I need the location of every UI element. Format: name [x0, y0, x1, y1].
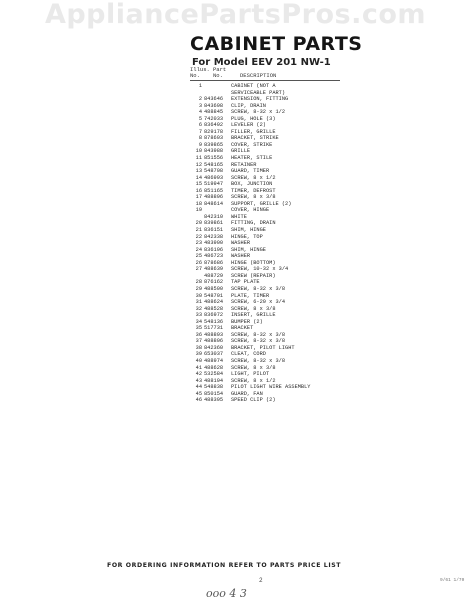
- item-number: 38: [195, 344, 202, 351]
- part-number: 486723: [204, 253, 224, 260]
- part-description: GRILLE: [231, 148, 251, 155]
- part-number: 548838: [204, 384, 224, 391]
- part-number: 848614: [204, 200, 224, 207]
- part-description: FILLER, GRILLE: [231, 128, 276, 135]
- part-description: SUPPORT, GRILLE (2): [231, 200, 292, 207]
- item-number: 31: [195, 299, 202, 306]
- part-description: BRACKET, STRIKE: [231, 135, 279, 142]
- part-number: 488806: [204, 338, 224, 345]
- list-item: [190, 397, 350, 404]
- part-description: SCREW, 8-32 x 3/8: [231, 331, 286, 338]
- part-description: PILOT LIGHT WIRE ASSEMBLY: [231, 384, 311, 391]
- item-number: 14: [195, 174, 202, 181]
- part-number: 486993: [204, 174, 224, 181]
- part-description: FITTING, DRAIN: [231, 220, 276, 227]
- part-number: 842338: [204, 233, 224, 240]
- header-rule: [190, 80, 340, 81]
- item-number: 4: [198, 109, 202, 116]
- item-number: 8: [198, 135, 202, 142]
- part-description: SPEED CLIP (2): [231, 397, 276, 404]
- item-number: 39: [195, 351, 202, 358]
- part-description: SCREW, 8 x 3/8: [231, 364, 276, 371]
- part-description: CABINET (NOT A: [231, 83, 276, 89]
- part-number: 488893: [204, 331, 224, 338]
- item-number: 21: [195, 227, 202, 234]
- part-number: 843646: [204, 96, 224, 103]
- item-number: 18: [195, 200, 202, 207]
- item-number: 43: [195, 377, 202, 384]
- page-subtitle: For Model EEV 201 NW-1: [192, 57, 331, 68]
- part-description: SCREW, 8 x 3/8: [231, 305, 276, 312]
- part-description: WASHER: [231, 240, 251, 247]
- page-number: 2: [259, 577, 263, 584]
- part-number: 488194: [204, 377, 224, 384]
- part-description: SCREW, 6-20 x 3/4: [231, 299, 286, 306]
- part-description: SCREW, 8 x 1/2: [231, 377, 276, 384]
- ordering-footer: FOR ORDERING INFORMATION REFER TO PARTS PRICE LIST: [107, 562, 342, 569]
- part-description: SCREW, 10-32 x 3/4: [231, 266, 289, 273]
- item-number: 45: [195, 390, 202, 397]
- item-number: 44: [195, 384, 202, 391]
- part-number: 548136: [204, 318, 224, 325]
- part-description: SCREW, 8-32 x 3/8: [231, 338, 286, 345]
- column-header-no: No.: [190, 72, 200, 79]
- part-number: 548165: [204, 161, 224, 168]
- item-number: 29: [195, 285, 202, 292]
- part-description: GUARD, TIMER: [231, 168, 270, 175]
- column-header-description: DESCRIPTION: [240, 72, 277, 79]
- item-number: 12: [195, 161, 202, 168]
- item-number: 32: [195, 305, 202, 312]
- part-description: GUARD, FAN: [231, 390, 263, 397]
- part-description: COVER, HINGE: [231, 207, 270, 214]
- item-number: 19: [195, 207, 202, 214]
- part-description: INSERT, GRILLE: [231, 312, 276, 319]
- item-number: 11: [195, 155, 202, 162]
- part-number: 488639: [204, 266, 224, 273]
- part-number: 653037: [204, 351, 224, 358]
- part-number: 483900: [204, 240, 224, 247]
- part-number: 548701: [204, 292, 224, 299]
- part-number: 850154: [204, 390, 224, 397]
- part-description: SCREW, 8 x 1/2: [231, 174, 276, 181]
- item-number: 20: [195, 220, 202, 227]
- part-description: WASHER: [231, 253, 251, 260]
- part-description: LIGHT, PILOT: [231, 371, 270, 378]
- item-number: 46: [195, 397, 202, 404]
- part-description: CLIP, DRAIN: [231, 102, 266, 109]
- item-number: 6: [198, 122, 202, 129]
- part-description: SCREW, 8-32 x 3/8: [231, 357, 286, 364]
- part-number: 878603: [204, 135, 224, 142]
- part-number: 742033: [204, 115, 224, 122]
- part-number: 488974: [204, 357, 224, 364]
- column-header-part-no: No.: [213, 72, 223, 79]
- part-number: 836972: [204, 312, 224, 319]
- item-number: 24: [195, 246, 202, 253]
- part-number: 517731: [204, 325, 224, 332]
- part-number: 843698: [204, 102, 224, 109]
- item-number: 25: [195, 253, 202, 260]
- part-number: 842310: [204, 213, 224, 220]
- item-number: 40: [195, 357, 202, 364]
- document-code: 9/61 1/70: [440, 578, 465, 583]
- item-number: 33: [195, 312, 202, 319]
- item-number: 5: [198, 115, 202, 122]
- part-number: 532584: [204, 371, 224, 378]
- item-number: 37: [195, 338, 202, 345]
- item-number: 2: [198, 96, 202, 103]
- part-number: 488624: [204, 299, 224, 306]
- watermark: AppliancePartsPros.com: [44, 0, 427, 30]
- part-number: 488896: [204, 194, 224, 201]
- part-description: TAP PLATE: [231, 279, 260, 286]
- part-description: LEVELER (2): [231, 122, 266, 129]
- part-description: PLATE, TIMER: [231, 292, 270, 299]
- handwritten-mark: ooo 4 3: [206, 587, 247, 600]
- item-number: 17: [195, 194, 202, 201]
- part-number: 836196: [204, 246, 224, 253]
- parts-list: [190, 83, 350, 404]
- part-description: HINGE, TOP: [231, 233, 263, 240]
- part-description: SERVICEABLE PART): [231, 89, 286, 96]
- item-number: 9: [198, 141, 202, 148]
- item-number: 35: [195, 325, 202, 332]
- part-number: 842360: [204, 344, 224, 351]
- part-description: HEATER, STILE: [231, 155, 273, 162]
- part-number: 488500: [204, 285, 224, 292]
- part-description: RETAINER: [231, 161, 257, 168]
- part-description: BRACKET: [231, 325, 254, 332]
- part-number: 839865: [204, 141, 224, 148]
- part-number: 836492: [204, 122, 224, 129]
- part-description: HINGE (BOTTOM): [231, 259, 276, 266]
- column-header-part: Part: [213, 66, 227, 73]
- item-number: 30: [195, 292, 202, 299]
- item-number: 27: [195, 266, 202, 273]
- page-title: CABINET PARTS: [190, 33, 363, 55]
- part-number: 829178: [204, 128, 224, 135]
- item-number: 36: [195, 331, 202, 338]
- item-number: 28: [195, 279, 202, 286]
- part-description: WHITE: [231, 213, 247, 220]
- item-number: 42: [195, 371, 202, 378]
- part-description: COVER, STRIKE: [231, 141, 273, 148]
- part-description: BOX, JUNCTION: [231, 181, 273, 188]
- part-description: SCREW (REPAIR): [231, 272, 276, 279]
- item-number: 23: [195, 240, 202, 247]
- part-number: 488845: [204, 109, 224, 116]
- part-description: SHIM, HINGE: [231, 246, 266, 253]
- column-header-illus: Illus.: [190, 66, 210, 73]
- part-number: 851556: [204, 155, 224, 162]
- part-number: 488528: [204, 305, 224, 312]
- part-number: 488628: [204, 364, 224, 371]
- part-description: CLEAT, CORD: [231, 351, 266, 358]
- part-description: SHIM, HINGE: [231, 227, 266, 234]
- part-description: SCREW, 8 x 3/8: [231, 194, 276, 201]
- part-number: 839861: [204, 220, 224, 227]
- item-number: 10: [195, 148, 202, 155]
- part-number: 878686: [204, 259, 224, 266]
- part-number: 843988: [204, 148, 224, 155]
- item-number: 22: [195, 233, 202, 240]
- part-description: BRACKET, PILOT LIGHT: [231, 344, 295, 351]
- item-number: 15: [195, 181, 202, 188]
- item-number: 1: [198, 83, 202, 89]
- part-number: 488395: [204, 397, 224, 404]
- part-number: 836151: [204, 227, 224, 234]
- item-number: 3: [198, 102, 202, 109]
- part-description: TIMER, DEFROST: [231, 187, 276, 194]
- item-number: 41: [195, 364, 202, 371]
- item-number: 16: [195, 187, 202, 194]
- item-number: 34: [195, 318, 202, 325]
- part-description: SCREW, 8-32 x 3/8: [231, 285, 286, 292]
- part-number: 519947: [204, 181, 224, 188]
- part-description: EXTENSION, FITTING: [231, 96, 289, 103]
- item-number: 26: [195, 259, 202, 266]
- part-number: 548708: [204, 168, 224, 175]
- part-number: 488729: [204, 272, 224, 279]
- part-number: 876162: [204, 279, 224, 286]
- item-number: 13: [195, 168, 202, 175]
- item-number: 7: [198, 128, 202, 135]
- part-number: 851165: [204, 187, 224, 194]
- part-description: PLUG, HOLE (3): [231, 115, 276, 122]
- part-description: SCREW, 8-32 x 1/2: [231, 109, 286, 116]
- part-description: BUMPER (2): [231, 318, 263, 325]
